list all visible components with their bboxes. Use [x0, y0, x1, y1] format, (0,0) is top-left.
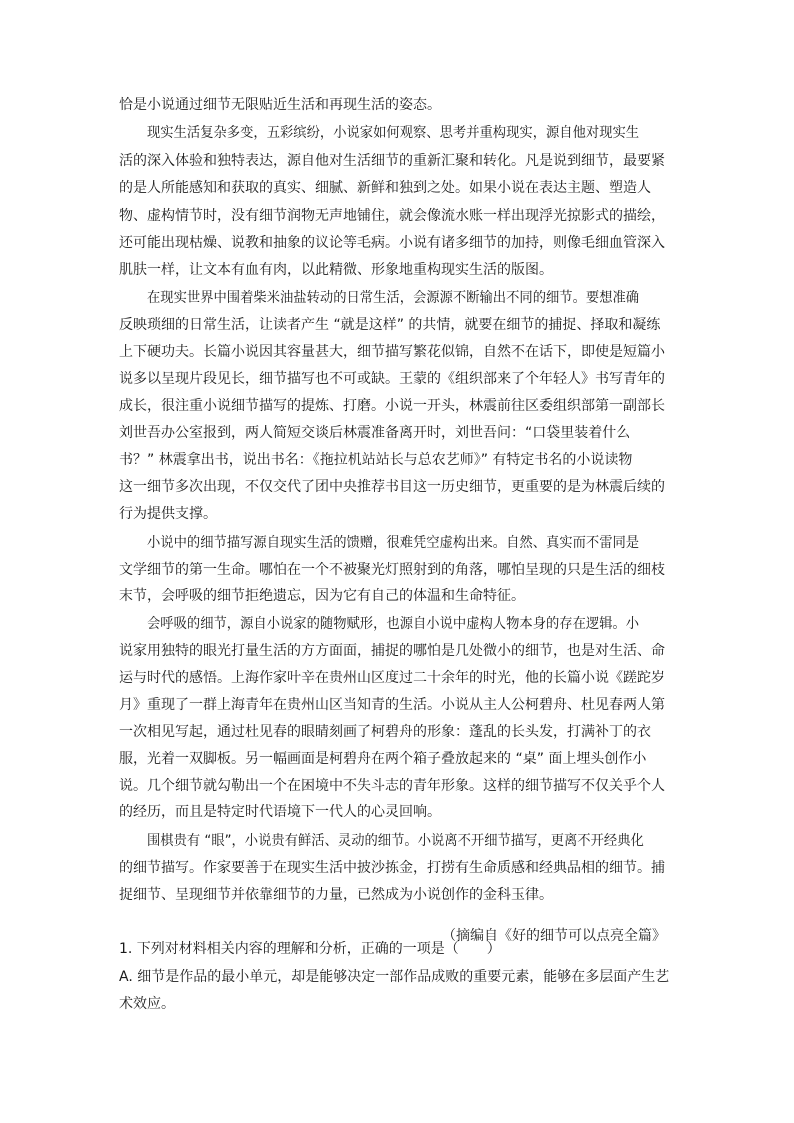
- body-line: 行为提供支撑。: [119, 506, 217, 522]
- body-line: 运与时代的感悟。上海作家叶辛在贵州山区度过二十余年的时光，他的长篇小说《蹉跎岁: [119, 670, 665, 686]
- body-line: 的细节描写。作家要善于在现实生活中披沙拣金，打捞有生命质感和经典品相的细节。捕: [119, 860, 665, 876]
- body-line: 现实生活复杂多变，五彩缤纷，小说家如何观察、思考并重构现实，源自他对现实生: [147, 125, 640, 141]
- body-line: 活的深入体验和独特表达，源自他对生活细节的重新汇聚和转化。凡是说到细节，最要紧: [119, 153, 665, 169]
- body-line: 捉细节、呈现细节并依靠细节的力量，已然成为小说创作的金科玉律。: [119, 887, 553, 903]
- body-line: 肌肤一样，让文本有血有肉，以此精微、形象地重构现实生活的版图。: [119, 262, 553, 278]
- body-line: 恰是小说通过细节无限贴近生活和再现生活的姿态。: [119, 97, 441, 113]
- body-line: 一次相见写起，通过杜见春的眼睛刻画了柯碧舟的形象：蓬乱的长头发，打满补丁的衣: [119, 724, 651, 740]
- question-stem: 1. 下列对材料相关内容的理解和分析，正确的一项是（ ）: [119, 941, 501, 957]
- body-line: 这一细节多次出现，不仅交代了团中央推荐书目这一历史细节，更重要的是为林震后续的: [119, 479, 665, 495]
- body-line: 的是人所能感知和获取的真实、细腻、新鲜和独到之处。如果小说在表达主题、塑造人: [119, 180, 651, 196]
- body-line: 成长，很注重小说细节描写的提炼、打磨。小说一开头，林震前往区委组织部第一副部长: [119, 398, 665, 414]
- body-line: 书？” 林震拿出书，说出书名：《拖拉机站站长与总农艺师》” 有特定书名的小说读物: [119, 452, 633, 468]
- option-a-continuation: 术效应。: [119, 996, 175, 1012]
- body-line: 在现实世界中围着柴米油盐转动的日常生活，会源源不断输出不同的细节。要想准确: [147, 290, 640, 306]
- body-line: 月》重现了一群上海青年在贵州山区当知青的生活。小说从主人公柯碧舟、杜见春两人第: [119, 697, 665, 713]
- body-line: 会呼吸的细节，源自小说家的随物赋形，也源自小说中虚构人物本身的存在逻辑。小: [147, 616, 640, 632]
- body-line: 围棋贵有 “眼”，小说贵有鲜活、灵动的细节。小说离不开细节描写，更离不开经典化: [147, 833, 644, 849]
- body-line: 上下硬功夫。长篇小说因其容量甚大，细节描写繁花似锦，自然不在话下，即使是短篇小: [119, 344, 665, 360]
- body-line: 服，光着一双脚板。另一幅画面是柯碧舟在两个箱子叠放起来的 “桌” 面上埋头创作小: [119, 751, 647, 767]
- body-line: 说多以呈现片段见长，细节描写也不可或缺。王蒙的《组织部来了个年轻人》书写青年的: [119, 371, 665, 387]
- body-line: 反映琐细的日常生活，让读者产生 “就是这样” 的共情，就要在细节的捕捉、择取和凝练: [119, 317, 661, 333]
- body-line: 说家用独特的眼光打量生活的方方面面，捕捉的哪怕是几处微小的细节，也是对生活、命: [119, 643, 665, 659]
- body-line: 还可能出现枯燥、说教和抽象的议论等毛病。小说有诸多细节的加持，则像毛细血管深入: [119, 235, 665, 251]
- source-citation: （摘编自《好的细节可以点亮全篇》: [442, 928, 666, 944]
- body-line: 说。几个细节就勾勒出一个在困境中不失斗志的青年形象。这样的细节描写不仅关乎个人: [119, 778, 665, 794]
- body-line: 的经历，而且是特定时代语境下一代人的心灵回响。: [119, 804, 441, 820]
- body-line: 物、虚构情节时，没有细节润物无声地铺住，就会像流水账一样出现浮光掠影式的描绘，: [119, 208, 665, 224]
- option-a: A. 细节是作品的最小单元，却是能够决定一部作品成败的重要元素，能够在多层面产生艺: [119, 969, 670, 985]
- body-line: 文学细节的第一生命。哪怕在一个不被聚光灯照射到的角落，哪怕呈现的只是生活的细枝: [119, 562, 665, 578]
- body-line: 小说中的细节描写源自现实生活的馈赠，很难凭空虚构出来。自然、真实而不雷同是: [147, 535, 640, 551]
- body-line: 刘世吾办公室报到，两人简短交谈后林震准备离开时，刘世吾问：“口袋里装着什么: [119, 425, 631, 441]
- body-line: 末节，会呼吸的细节拒绝遗忘，因为它有自己的体温和生命特征。: [119, 588, 525, 604]
